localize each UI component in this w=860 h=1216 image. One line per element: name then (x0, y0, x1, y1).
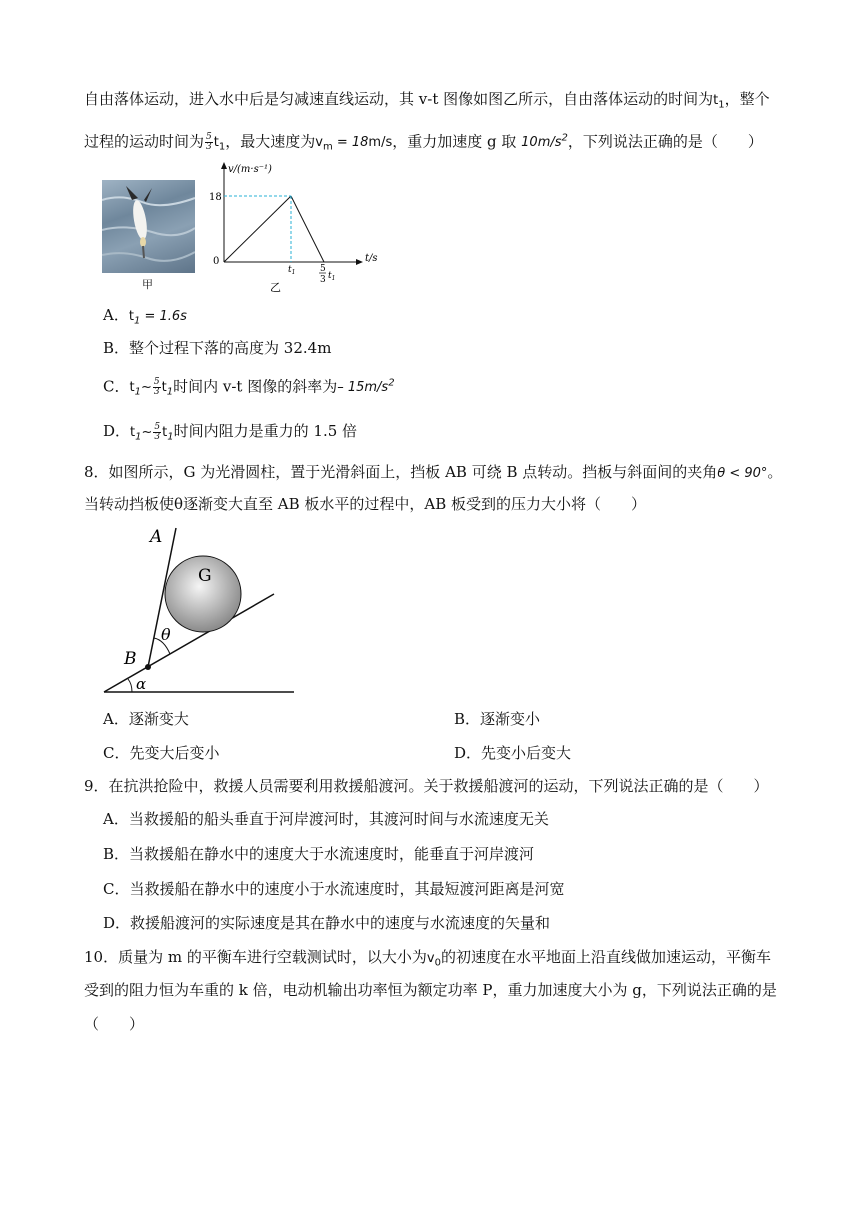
vm-symbol: $v_m = 18m/s$ (315, 135, 393, 153)
vt-graph (200, 158, 390, 293)
q7-text-2d: ，下列说法正确的是（ ） (567, 132, 763, 151)
q9-stem: 9．在抗洪抢险中，救援人员需要利用救援船渡河。关于救援船渡河的运动，下列说法正确的是（ ） (84, 777, 769, 795)
end-tick-den: 3 (320, 275, 326, 285)
x-axis-label: t/s (365, 253, 378, 264)
theta-condition: θ < 90° (717, 466, 768, 481)
g-value: $10m/s^2$ (521, 133, 568, 151)
q7-text: 自由落体运动，进入水中后是匀减速直线运动，其 v-t 图像如图乙所示，自由落体运动的时间为 (84, 90, 714, 108)
q8-stem-line-2: 当转动挡板使θ逐渐变大直至 AB 板水平的过程中，AB 板受到的压力大小将（ ） (84, 495, 647, 513)
q7-text-2c: ，重力加速度 g 取 (392, 132, 522, 151)
q8-option-c[interactable]: C．先变大后变小 (103, 744, 220, 762)
q10-stem-line-2: 受到的阻力恒为车重的 k 倍，电动机输出功率恒为额定功率 P，重力加速度大小为 g，下列说法正确的是 (84, 981, 777, 999)
q7-stem-line-2 (84, 128, 763, 159)
range-symbol-d: $t_1\sim$ (130, 425, 153, 443)
bird-illustration (102, 180, 195, 273)
accel-segment (224, 196, 291, 262)
q8-option-d[interactable]: D．先变小后变大 (454, 744, 572, 762)
t1-symbol-2: $t_1$ (213, 135, 226, 153)
label-alpha: α (136, 675, 147, 693)
y-axis-label: v/(m·s⁻¹) (228, 164, 272, 175)
photo-caption: 甲 (142, 278, 153, 291)
range-symbol: $t_1\sim$ (129, 380, 152, 398)
q8-option-b[interactable]: B．逐渐变小 (454, 710, 541, 728)
q7-text-2b: ，最大速度为 (225, 132, 316, 151)
vmax-tick: 18 (209, 192, 222, 203)
v0-symbol: $v_0$ (426, 951, 441, 969)
decel-segment (291, 196, 324, 262)
q7-option-a[interactable]: A．$t_1 = 1.6s$ (103, 306, 187, 327)
option-c-value: – $15m/s^2$ (337, 378, 395, 396)
alpha-arc (128, 679, 132, 692)
incline-cylinder-figure (98, 522, 300, 700)
q10-stem-line-1: 10．质量为 m 的平衡车进行空载测试时，以大小为$v_0$的初速度在水平地面上沿直线做加速运动，平衡车 (84, 948, 771, 969)
y-axis-arrow (221, 162, 227, 169)
origin-label: 0 (213, 256, 220, 267)
t1-symbol: $t_1$ (713, 93, 725, 111)
label-b: B (124, 649, 137, 669)
fraction-5-3: $\frac{5}{3}$ (206, 131, 212, 152)
t1-tick: $t_1$ (288, 265, 296, 276)
label-theta: θ (161, 625, 171, 644)
q9-option-a[interactable]: A．当救援船的船头垂直于河岸渡河时，其渡河时间与水流速度无关 (103, 810, 549, 828)
end-tick-num: 5 (320, 264, 326, 274)
q10-stem-line-3: （ ） (84, 1015, 145, 1033)
q7-stem-line-1 (84, 88, 770, 117)
pivot-b (145, 664, 151, 670)
q9-option-b[interactable]: B．当救援船在静水中的速度大于水流速度时，能垂直于河岸渡河 (103, 845, 535, 863)
q8-stem-line-1: 8．如图所示，G 为光滑圆柱，置于光滑斜面上，挡板 AB 可绕 B 点转动。挡板与斜面间的夹角θ < 90°。 (84, 463, 783, 481)
q7-text-2a: 过程的运动时间为 (84, 132, 205, 151)
option-a-value: $t_1 = 1.6s$ (128, 309, 187, 327)
label-g: G (198, 566, 212, 586)
q7-option-d[interactable]: D．$t_1\sim$ $\frac{5}{3}$ $t_1$时间内阻力是重力的 1.5 倍 (103, 421, 358, 443)
q8-option-a[interactable]: A．逐渐变大 (103, 710, 189, 728)
graph-caption: 乙 (270, 281, 281, 293)
q7-option-c[interactable]: C．$t_1\sim$ $\frac{5}{3}$ $t_1$时间内 v-t 图像的斜率为– $15m/s^2$ (103, 376, 395, 398)
end-tick-t: $t_1$ (328, 271, 336, 282)
q7-text-end: ，整个 (724, 90, 770, 108)
label-a: A (150, 527, 163, 547)
x-axis-arrow (356, 259, 363, 265)
q9-option-d[interactable]: D．救援船渡河的实际速度是其在静水中的速度与水流速度的矢量和 (103, 914, 551, 932)
gannet-diving-photo (102, 180, 195, 273)
q9-option-c[interactable]: C．当救援船在静水中的速度小于水流速度时，其最短渡河距离是河宽 (103, 880, 565, 898)
q7-option-b[interactable]: B．整个过程下落的高度为 32.4m (103, 339, 332, 357)
